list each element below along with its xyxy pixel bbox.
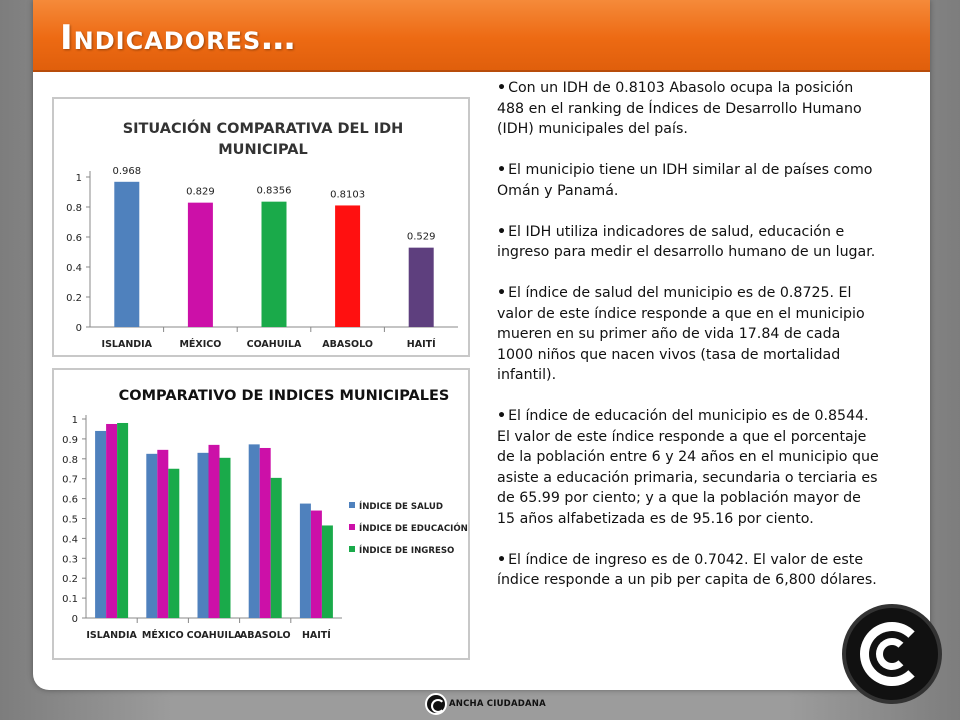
y-tick-label: 0.6 [66,233,82,244]
bullet-dot: • [497,80,507,96]
bar-méxico [188,203,213,327]
bar-islandia-s3 [117,423,128,618]
bar-haití-s3 [322,525,333,618]
bullet-text: El índice de salud del municipio es de 0.8725. El valor de este índice responde a que en el municipio mueren en su primer año de vida 17.84 de cada 1000 niños que nacen vivos (tasa de mortalidad infantil). [497,285,865,383]
bar-haití-s1 [300,504,311,618]
bullet-item-1 [497,78,879,140]
footer-logo-icon [425,693,447,715]
x-tick-label: MÉXICO [179,339,222,350]
x-tick-label: ABASOLO [322,339,373,350]
x-tick-label: ABASOLO [239,630,291,641]
bar-coahuila-s1 [198,453,209,618]
y-tick-label: 0.4 [66,263,82,274]
data-label: 0.968 [112,165,142,177]
bullet-item-2 [497,160,879,201]
indices-chart-svg [54,370,468,658]
chart-title-line: MUNICIPAL [218,142,308,158]
bullet-text: El municipio tiene un IDH similar al de países como Omán y Panamá. [497,162,873,199]
bar-méxico-s3 [168,469,179,618]
x-tick-label: MÉXICO [141,630,184,641]
y-tick-label: 0.7 [62,474,78,486]
slide-title: Indicadores… [60,18,297,58]
legend-entry: ÍNDICE DE SALUD [359,502,444,512]
x-tick-label: ISLANDIA [101,339,153,350]
footer-logo [425,692,546,716]
x-tick-label: COAHUILA [246,339,302,350]
bullet-item-6 [497,550,879,591]
bar-abasolo-s1 [249,444,260,618]
bullet-text: El IDH utiliza indicadores de salud, educación e ingreso para medir el desarrollo humano de un lugar. [497,223,876,260]
bar-abasolo-s2 [260,448,271,618]
legend-entry: ÍNDICE DE INGRESO [359,546,455,556]
y-tick-label: 0.2 [62,574,78,586]
bullet-dot: • [497,551,507,568]
data-label: 0.529 [406,231,436,243]
bar-coahuila-s3 [220,458,231,618]
bar-islandia [114,182,139,327]
bar-haití-s2 [311,511,322,618]
y-tick-label: 1 [71,415,78,426]
bullet-text: El índice de educación del municipio es de 0.8544. El valor de este índice responde a que el porcentaje de la población entre 6 y 24 años en el municipio que asiste a educación primaria, secundaria o terciaria es de 65.99 por ciento; y a que la población mayor de 15 años alfabetizada es de 95.16 por ciento. [497,408,879,527]
bar-islandia-s2 [106,424,117,618]
bar-haití [409,248,434,327]
y-tick-label: 0.4 [62,534,78,546]
x-tick-label: HAITÍ [406,339,436,350]
bullet-text: El índice de ingreso es de 0.7042. El valor de este índice responde a un pib per capita de 6,800 dólares. [497,551,877,588]
x-tick-label: ISLANDIA [86,630,137,641]
data-label: 0.8356 [256,185,292,197]
chart-title-line: SITUACIÓN COMPARATIVA DEL IDH [122,121,404,137]
y-tick-label: 0.9 [62,434,78,446]
bullet-dot: • [497,408,507,424]
data-label: 0.8103 [330,189,366,201]
y-tick-label: 0.6 [62,494,78,506]
idh-comparison-chart [52,97,470,357]
y-tick-label: 0.8 [66,203,82,214]
y-tick-label: 0.8 [62,454,78,466]
bar-méxico-s1 [146,454,157,618]
legend-entry: ÍNDICE DE EDUCACIÓN [359,524,468,534]
x-tick-label: COAHUILA [186,630,242,641]
bullet-item-5 [497,406,879,529]
copyright-logo-icon [842,604,942,704]
legend-swatch [349,524,355,530]
bar-abasolo-s3 [271,478,282,618]
y-tick-label: 0.5 [62,514,78,526]
y-tick-label: 0.3 [62,554,78,566]
y-tick-label: 0.1 [62,594,78,606]
y-tick-label: 0 [71,614,78,625]
bullet-dot: • [497,223,507,240]
legend-swatch [349,546,355,552]
bar-méxico-s2 [157,450,168,618]
bullet-dot: • [497,285,507,301]
bar-coahuila [262,202,287,327]
data-label: 0.829 [186,186,215,198]
x-tick-label: HAITÍ [301,630,331,641]
bullet-item-3 [497,222,879,263]
y-tick-label: 1 [75,173,82,184]
idh-chart-svg [54,99,468,355]
y-tick-label: 0.2 [66,293,82,304]
bar-abasolo [335,205,360,327]
bullet-dot: • [497,162,507,178]
bullet-list [497,78,879,611]
bar-islandia-s1 [95,431,106,618]
footer-brand: ANCHA CIUDADANA [449,699,546,709]
indices-comparison-chart [52,368,470,660]
bullet-text: Con un IDH de 0.8103 Abasolo ocupa la posición 488 en el ranking de Índices de Desarrollo Humano (IDH) municipales del país. [497,80,862,137]
bar-coahuila-s2 [209,445,220,618]
y-tick-label: 0 [75,323,82,334]
bullet-item-4 [497,283,879,386]
chart-title: COMPARATIVO DE INDICES MUNICIPALES [118,388,450,404]
legend-swatch [349,502,355,508]
